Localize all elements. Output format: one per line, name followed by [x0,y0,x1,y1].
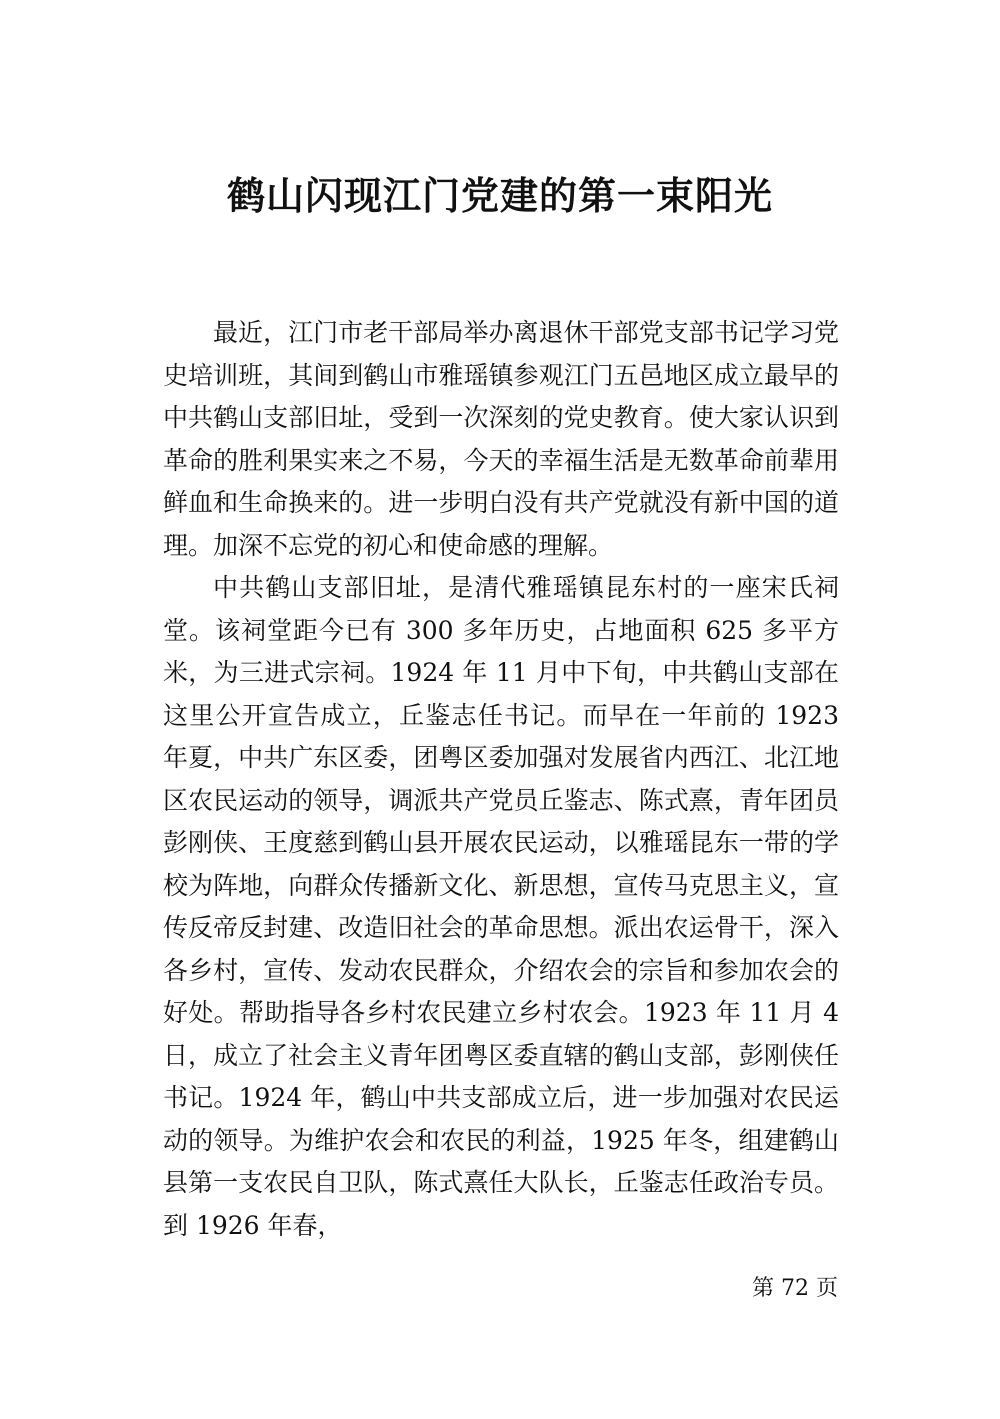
paragraph-1: 最近，江门市老干部局举办离退休干部党支部书记学习党史培训班，其间到鹤山市雅瑶镇参观江门五邑地区成立最早的中共鹤山支部旧址，受到一次深刻的党史教育。使大家认识到革命的胜利果实来之不易，今天的幸福生活是无数革命前辈用鲜血和生命换来的。进一步明白没有共产党就没有新中国的道理。加深不忘党的初心和使命感的理解。 [163,318,839,560]
article-body [163,312,839,1247]
paragraph-2: 中共鹤山支部旧址，是清代雅瑶镇昆东村的一座宋氏祠堂。该祠堂距今已有 300 多年历史，占地面积 625 多平方米，为三进式宗祠。1924 年 11 月中下旬，中共鹤山支部在这里公开宣告成立，丘鉴志任书记。而早在一年前的 1923 年夏，中共广东区委，团粤区委加强对发展省内西江、北江地区农民运动的领导，调派共产党员丘鉴志、陈式熹，青年团员彭刚侠、王度慈到鹤山县开展农民运动，以雅瑶昆东一带的学校为阵地，向群众传播新文化、新思想，宣传马克思主义，宣传反帝反封建、改造旧社会的革命思想。派出农运骨干，深入各乡村，宣传、发动农民群众，介绍农会的宗旨和参加农会的好处。帮助指导各乡村农民建立乡村农会。1923 年 11 月 4 日，成立了社会主义青年团粤区委直辖的鹤山支部，彭刚侠任书记。1924 年，鹤山中共支部成立后，进一步加强对农民运动的领导。为维护农会和农民的利益，1925 年冬，组建鹤山县第一支农民自卫队，陈式熹任大队长，丘鉴志任政治专员。到 1926 年春， [163,573,839,1240]
page-title: 鹤山闪现江门党建的第一束阳光 [226,174,773,218]
page-number: 第 72 页 [752,1276,838,1301]
